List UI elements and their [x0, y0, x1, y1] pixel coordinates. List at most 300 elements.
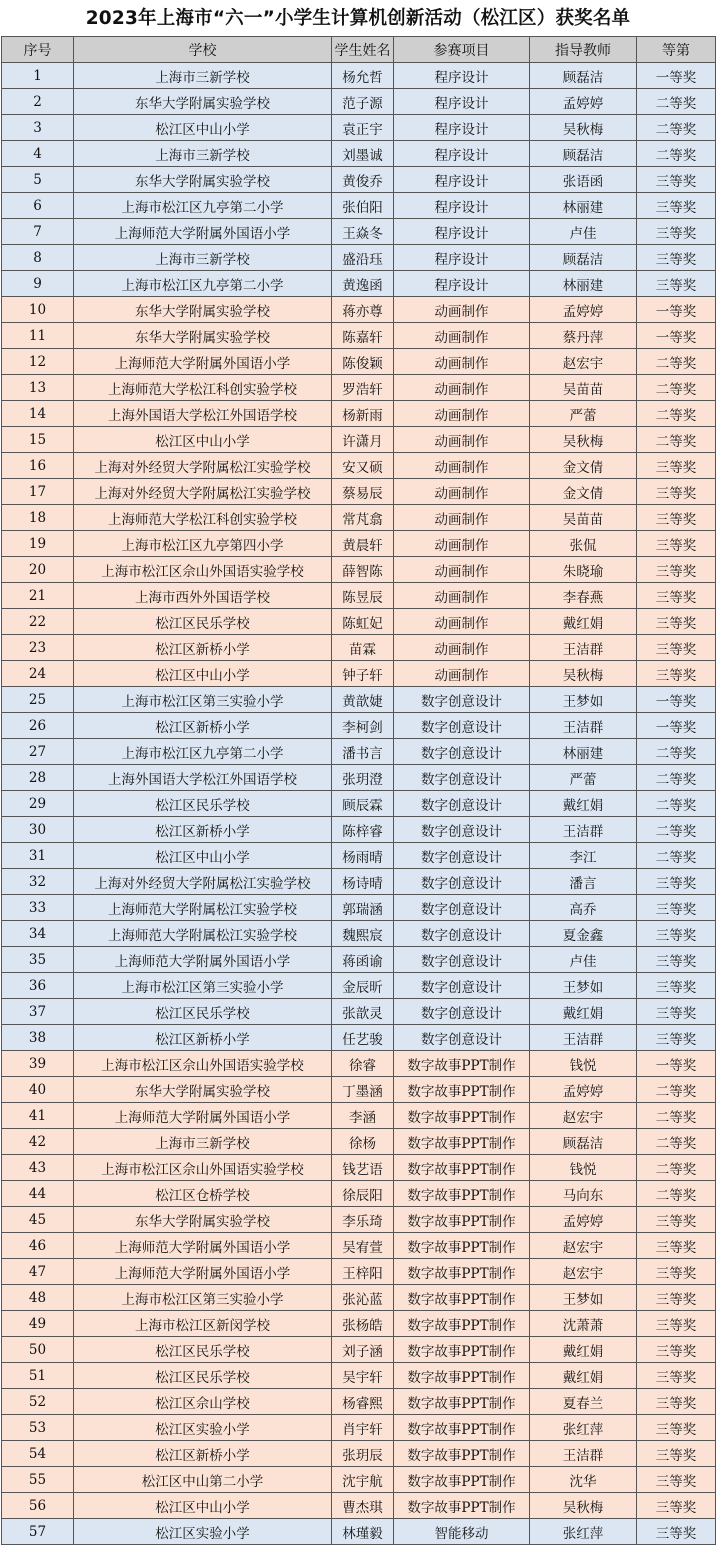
- cell-school: 松江区新桥小学: [74, 713, 332, 739]
- cell-award: 一等奖: [637, 323, 716, 349]
- cell-project: 数字故事PPT制作: [394, 1077, 530, 1103]
- cell-project: 程序设计: [394, 89, 530, 115]
- cell-teacher: 李江: [530, 843, 637, 869]
- cell-index: 54: [2, 1441, 74, 1467]
- cell-school: 松江区中山小学: [74, 427, 332, 453]
- cell-teacher: 王洁群: [530, 1441, 637, 1467]
- cell-school: 上海师范大学附属外国语小学: [74, 219, 332, 245]
- cell-project: 程序设计: [394, 219, 530, 245]
- cell-school: 上海市松江区九亭第二小学: [74, 271, 332, 297]
- header-index: 序号: [2, 37, 74, 63]
- cell-teacher: 高乔: [530, 895, 637, 921]
- cell-school: 上海市松江区九亭第二小学: [74, 739, 332, 765]
- cell-project: 数字故事PPT制作: [394, 1311, 530, 1337]
- cell-index: 6: [2, 193, 74, 219]
- cell-student: 徐辰阳: [332, 1181, 394, 1207]
- cell-school: 松江区中山小学: [74, 115, 332, 141]
- cell-student: 黄俊乔: [332, 167, 394, 193]
- cell-school: 上海市松江区九亭第四小学: [74, 531, 332, 557]
- table-row: [2, 479, 716, 505]
- cell-student: 魏熙宸: [332, 921, 394, 947]
- cell-student: 陈梓睿: [332, 817, 394, 843]
- cell-school: 上海市松江区佘山外国语实验学校: [74, 1155, 332, 1181]
- cell-project: 数字故事PPT制作: [394, 1051, 530, 1077]
- cell-award: 三等奖: [637, 661, 716, 687]
- cell-project: 数字故事PPT制作: [394, 1103, 530, 1129]
- cell-school: 东华大学附属实验学校: [74, 89, 332, 115]
- cell-project: 数字创意设计: [394, 869, 530, 895]
- table-row: [2, 245, 716, 271]
- table-row: [2, 167, 716, 193]
- cell-school: 上海师范大学附属外国语小学: [74, 1233, 332, 1259]
- cell-school: 松江区新桥小学: [74, 635, 332, 661]
- cell-project: 数字故事PPT制作: [394, 1441, 530, 1467]
- table-row: [2, 1181, 716, 1207]
- cell-project: 数字故事PPT制作: [394, 1337, 530, 1363]
- cell-award: 三等奖: [637, 271, 716, 297]
- cell-student: 罗浩轩: [332, 375, 394, 401]
- cell-teacher: 吴秋梅: [530, 1493, 637, 1519]
- cell-project: 数字故事PPT制作: [394, 1259, 530, 1285]
- table-row: [2, 1129, 716, 1155]
- cell-index: 46: [2, 1233, 74, 1259]
- cell-school: 上海市松江区第三实验小学: [74, 687, 332, 713]
- cell-project: 数字故事PPT制作: [394, 1129, 530, 1155]
- table-row: [2, 1467, 716, 1493]
- cell-student: 常芃翕: [332, 505, 394, 531]
- cell-index: 35: [2, 947, 74, 973]
- cell-teacher: 张红萍: [530, 1415, 637, 1441]
- cell-award: 三等奖: [637, 583, 716, 609]
- cell-student: 蔡易辰: [332, 479, 394, 505]
- cell-teacher: 王洁群: [530, 713, 637, 739]
- cell-teacher: 金文倩: [530, 479, 637, 505]
- cell-award: 三等奖: [637, 453, 716, 479]
- cell-award: 二等奖: [637, 115, 716, 141]
- table-row: [2, 1025, 716, 1051]
- cell-student: 金辰昕: [332, 973, 394, 999]
- cell-student: 任艺骏: [332, 1025, 394, 1051]
- cell-student: 陈虹妃: [332, 609, 394, 635]
- cell-project: 数字故事PPT制作: [394, 1233, 530, 1259]
- cell-student: 蒋函谕: [332, 947, 394, 973]
- cell-award: 一等奖: [637, 297, 716, 323]
- cell-school: 上海师范大学松江科创实验学校: [74, 375, 332, 401]
- cell-award: 二等奖: [637, 739, 716, 765]
- cell-index: 53: [2, 1415, 74, 1441]
- table-row: [2, 765, 716, 791]
- cell-teacher: 沈华: [530, 1467, 637, 1493]
- cell-school: 上海对外经贸大学附属松江实验学校: [74, 869, 332, 895]
- cell-award: 三等奖: [637, 167, 716, 193]
- table-row: [2, 1337, 716, 1363]
- cell-teacher: 戴红娟: [530, 1337, 637, 1363]
- cell-index: 24: [2, 661, 74, 687]
- cell-student: 徐杨: [332, 1129, 394, 1155]
- table-row: [2, 947, 716, 973]
- cell-project: 数字创意设计: [394, 817, 530, 843]
- cell-index: 55: [2, 1467, 74, 1493]
- cell-project: 数字故事PPT制作: [394, 1389, 530, 1415]
- cell-school: 上海师范大学附属外国语小学: [74, 349, 332, 375]
- cell-school: 松江区新桥小学: [74, 1441, 332, 1467]
- cell-project: 程序设计: [394, 63, 530, 89]
- table-row: [2, 583, 716, 609]
- cell-index: 26: [2, 713, 74, 739]
- cell-student: 刘墨诚: [332, 141, 394, 167]
- cell-teacher: 赵宏宇: [530, 349, 637, 375]
- cell-index: 18: [2, 505, 74, 531]
- table-row: [2, 89, 716, 115]
- cell-index: 22: [2, 609, 74, 635]
- table-row: [2, 609, 716, 635]
- cell-index: 52: [2, 1389, 74, 1415]
- cell-teacher: 张红萍: [530, 1519, 637, 1545]
- table-row: [2, 1259, 716, 1285]
- cell-award: 一等奖: [637, 1051, 716, 1077]
- table-row: [2, 791, 716, 817]
- cell-school: 松江区佘山学校: [74, 1389, 332, 1415]
- cell-school: 松江区新桥小学: [74, 1025, 332, 1051]
- cell-school: 上海师范大学附属外国语小学: [74, 947, 332, 973]
- cell-teacher: 戴红娟: [530, 609, 637, 635]
- cell-student: 安又硕: [332, 453, 394, 479]
- cell-award: 二等奖: [637, 141, 716, 167]
- cell-school: 东华大学附属实验学校: [74, 1077, 332, 1103]
- cell-index: 25: [2, 687, 74, 713]
- cell-index: 13: [2, 375, 74, 401]
- cell-student: 张玥辰: [332, 1441, 394, 1467]
- cell-teacher: 钱悦: [530, 1051, 637, 1077]
- cell-school: 松江区实验小学: [74, 1415, 332, 1441]
- cell-student: 盛沿珏: [332, 245, 394, 271]
- cell-award: 三等奖: [637, 245, 716, 271]
- cell-teacher: 顾磊洁: [530, 245, 637, 271]
- table-row: [2, 427, 716, 453]
- header-teacher: 指导教师: [530, 37, 637, 63]
- cell-student: 李涵: [332, 1103, 394, 1129]
- cell-teacher: 潘言: [530, 869, 637, 895]
- cell-award: 三等奖: [637, 219, 716, 245]
- cell-award: 二等奖: [637, 349, 716, 375]
- cell-teacher: 卢佳: [530, 947, 637, 973]
- cell-teacher: 严蕾: [530, 765, 637, 791]
- cell-student: 吴宥萱: [332, 1233, 394, 1259]
- cell-index: 49: [2, 1311, 74, 1337]
- cell-project: 动画制作: [394, 505, 530, 531]
- cell-teacher: 王洁群: [530, 635, 637, 661]
- cell-student: 潘书言: [332, 739, 394, 765]
- cell-teacher: 马向东: [530, 1181, 637, 1207]
- cell-award: 一等奖: [637, 687, 716, 713]
- cell-school: 上海市松江区佘山外国语实验学校: [74, 1051, 332, 1077]
- cell-award: 一等奖: [637, 713, 716, 739]
- cell-project: 数字故事PPT制作: [394, 1493, 530, 1519]
- cell-school: 上海市松江区九亭第二小学: [74, 193, 332, 219]
- cell-index: 33: [2, 895, 74, 921]
- cell-index: 20: [2, 557, 74, 583]
- cell-award: 三等奖: [637, 947, 716, 973]
- cell-award: 三等奖: [637, 1389, 716, 1415]
- table-row: [2, 1311, 716, 1337]
- table-row: [2, 453, 716, 479]
- cell-award: 三等奖: [637, 869, 716, 895]
- cell-student: 许潇月: [332, 427, 394, 453]
- cell-teacher: 夏春兰: [530, 1389, 637, 1415]
- cell-index: 15: [2, 427, 74, 453]
- cell-school: 上海师范大学附属松江实验学校: [74, 921, 332, 947]
- cell-student: 陈嘉轩: [332, 323, 394, 349]
- table-row: [2, 817, 716, 843]
- cell-index: 37: [2, 999, 74, 1025]
- cell-award: 三等奖: [637, 1285, 716, 1311]
- cell-award: 二等奖: [637, 765, 716, 791]
- cell-award: 三等奖: [637, 1467, 716, 1493]
- cell-teacher: 李春燕: [530, 583, 637, 609]
- cell-award: 二等奖: [637, 1129, 716, 1155]
- cell-award: 二等奖: [637, 1181, 716, 1207]
- cell-teacher: 戴红娟: [530, 1363, 637, 1389]
- cell-school: 上海师范大学附属松江实验学校: [74, 895, 332, 921]
- cell-student: 王梓阳: [332, 1259, 394, 1285]
- cell-school: 松江区中山第二小学: [74, 1467, 332, 1493]
- cell-award: 三等奖: [637, 193, 716, 219]
- cell-project: 动画制作: [394, 349, 530, 375]
- cell-award: 三等奖: [637, 479, 716, 505]
- cell-student: 杨睿熙: [332, 1389, 394, 1415]
- cell-teacher: 王梦如: [530, 973, 637, 999]
- cell-student: 吴宇轩: [332, 1363, 394, 1389]
- cell-index: 4: [2, 141, 74, 167]
- cell-award: 三等奖: [637, 1025, 716, 1051]
- cell-teacher: 吴秋梅: [530, 427, 637, 453]
- table-row: [2, 869, 716, 895]
- cell-student: 张玥澄: [332, 765, 394, 791]
- cell-student: 陈昱辰: [332, 583, 394, 609]
- cell-student: 范子源: [332, 89, 394, 115]
- cell-award: 二等奖: [637, 375, 716, 401]
- cell-school: 上海外国语大学松江外国语学校: [74, 765, 332, 791]
- cell-teacher: 王梦如: [530, 1285, 637, 1311]
- cell-school: 东华大学附属实验学校: [74, 1207, 332, 1233]
- table-row: [2, 1441, 716, 1467]
- cell-student: 郭瑞涵: [332, 895, 394, 921]
- table-row: [2, 1519, 716, 1545]
- cell-school: 松江区中山小学: [74, 1493, 332, 1519]
- table-row: [2, 297, 716, 323]
- cell-index: 12: [2, 349, 74, 375]
- cell-project: 程序设计: [394, 167, 530, 193]
- cell-project: 数字创意设计: [394, 739, 530, 765]
- cell-index: 36: [2, 973, 74, 999]
- table-body: [2, 63, 716, 1545]
- cell-student: 黄歆婕: [332, 687, 394, 713]
- cell-project: 程序设计: [394, 141, 530, 167]
- cell-project: 数字故事PPT制作: [394, 1467, 530, 1493]
- cell-student: 蒋亦尊: [332, 297, 394, 323]
- cell-index: 29: [2, 791, 74, 817]
- cell-award: 三等奖: [637, 1519, 716, 1545]
- cell-teacher: 张侃: [530, 531, 637, 557]
- cell-teacher: 赵宏宇: [530, 1259, 637, 1285]
- cell-student: 苗霖: [332, 635, 394, 661]
- cell-school: 上海市三新学校: [74, 63, 332, 89]
- cell-student: 黄晨轩: [332, 531, 394, 557]
- cell-student: 陈俊颖: [332, 349, 394, 375]
- cell-index: 45: [2, 1207, 74, 1233]
- cell-teacher: 孟婷婷: [530, 89, 637, 115]
- cell-school: 上海对外经贸大学附属松江实验学校: [74, 479, 332, 505]
- cell-teacher: 吴苗苗: [530, 505, 637, 531]
- table-row: [2, 687, 716, 713]
- table-row: [2, 557, 716, 583]
- cell-teacher: 戴红娟: [530, 791, 637, 817]
- cell-project: 动画制作: [394, 427, 530, 453]
- cell-index: 16: [2, 453, 74, 479]
- cell-school: 松江区民乐学校: [74, 1363, 332, 1389]
- cell-project: 程序设计: [394, 115, 530, 141]
- cell-teacher: 严蕾: [530, 401, 637, 427]
- cell-school: 松江区新桥小学: [74, 817, 332, 843]
- cell-index: 8: [2, 245, 74, 271]
- cell-award: 二等奖: [637, 791, 716, 817]
- cell-student: 沈宇航: [332, 1467, 394, 1493]
- cell-project: 动画制作: [394, 531, 530, 557]
- cell-project: 动画制作: [394, 479, 530, 505]
- table-row: [2, 505, 716, 531]
- table-row: [2, 1415, 716, 1441]
- cell-award: 三等奖: [637, 531, 716, 557]
- cell-student: 徐睿: [332, 1051, 394, 1077]
- cell-index: 42: [2, 1129, 74, 1155]
- cell-student: 李乐琦: [332, 1207, 394, 1233]
- cell-project: 动画制作: [394, 609, 530, 635]
- cell-teacher: 朱晓瑜: [530, 557, 637, 583]
- cell-index: 31: [2, 843, 74, 869]
- cell-student: 顾辰霖: [332, 791, 394, 817]
- cell-award: 三等奖: [637, 1207, 716, 1233]
- cell-school: 上海对外经贸大学附属松江实验学校: [74, 453, 332, 479]
- cell-index: 19: [2, 531, 74, 557]
- table-row: [2, 999, 716, 1025]
- cell-index: 48: [2, 1285, 74, 1311]
- award-table: [1, 36, 716, 1545]
- cell-project: 程序设计: [394, 271, 530, 297]
- cell-index: 51: [2, 1363, 74, 1389]
- cell-student: 杨新雨: [332, 401, 394, 427]
- table-row: [2, 739, 716, 765]
- cell-index: 21: [2, 583, 74, 609]
- cell-award: 三等奖: [637, 1311, 716, 1337]
- cell-school: 松江区民乐学校: [74, 999, 332, 1025]
- cell-index: 2: [2, 89, 74, 115]
- table-row: [2, 1233, 716, 1259]
- cell-index: 9: [2, 271, 74, 297]
- header-project: 参赛项目: [394, 37, 530, 63]
- cell-index: 5: [2, 167, 74, 193]
- cell-student: 丁墨涵: [332, 1077, 394, 1103]
- cell-index: 57: [2, 1519, 74, 1545]
- cell-student: 李柯剑: [332, 713, 394, 739]
- cell-teacher: 王洁群: [530, 1025, 637, 1051]
- cell-project: 动画制作: [394, 661, 530, 687]
- cell-award: 三等奖: [637, 895, 716, 921]
- cell-index: 34: [2, 921, 74, 947]
- table-row: [2, 1103, 716, 1129]
- cell-index: 17: [2, 479, 74, 505]
- cell-school: 上海市三新学校: [74, 245, 332, 271]
- cell-student: 张沁蓝: [332, 1285, 394, 1311]
- table-row: [2, 141, 716, 167]
- cell-school: 东华大学附属实验学校: [74, 323, 332, 349]
- cell-teacher: 夏金鑫: [530, 921, 637, 947]
- cell-teacher: 沈萧萧: [530, 1311, 637, 1337]
- cell-project: 动画制作: [394, 583, 530, 609]
- cell-school: 松江区仓桥学校: [74, 1181, 332, 1207]
- cell-school: 上海市松江区第三实验小学: [74, 973, 332, 999]
- table-row: [2, 323, 716, 349]
- cell-student: 王焱冬: [332, 219, 394, 245]
- header-award: 等第: [637, 37, 716, 63]
- cell-school: 上海市松江区新闵学校: [74, 1311, 332, 1337]
- cell-teacher: 吴苗苗: [530, 375, 637, 401]
- cell-project: 程序设计: [394, 245, 530, 271]
- cell-award: 二等奖: [637, 843, 716, 869]
- cell-award: 二等奖: [637, 817, 716, 843]
- cell-student: 刘子涵: [332, 1337, 394, 1363]
- table-row: [2, 63, 716, 89]
- cell-project: 数字创意设计: [394, 765, 530, 791]
- cell-school: 上海市三新学校: [74, 141, 332, 167]
- cell-school: 松江区民乐学校: [74, 609, 332, 635]
- cell-teacher: 吴秋梅: [530, 115, 637, 141]
- cell-project: 数字创意设计: [394, 687, 530, 713]
- cell-index: 43: [2, 1155, 74, 1181]
- cell-award: 三等奖: [637, 1441, 716, 1467]
- cell-teacher: 戴红娟: [530, 999, 637, 1025]
- cell-school: 上海市松江区佘山外国语实验学校: [74, 557, 332, 583]
- cell-index: 41: [2, 1103, 74, 1129]
- cell-award: 三等奖: [637, 609, 716, 635]
- cell-school: 松江区中山小学: [74, 843, 332, 869]
- cell-student: 张伯阳: [332, 193, 394, 219]
- cell-index: 38: [2, 1025, 74, 1051]
- cell-teacher: 王洁群: [530, 817, 637, 843]
- page-title: 2023年上海市“六一”小学生计算机创新活动（松江区）获奖名单: [85, 8, 631, 29]
- cell-teacher: 金文倩: [530, 453, 637, 479]
- cell-teacher: 王梦如: [530, 687, 637, 713]
- cell-index: 47: [2, 1259, 74, 1285]
- cell-award: 二等奖: [637, 1077, 716, 1103]
- table-row: [2, 1207, 716, 1233]
- cell-index: 44: [2, 1181, 74, 1207]
- cell-student: 杨允哲: [332, 63, 394, 89]
- cell-award: 二等奖: [637, 427, 716, 453]
- cell-project: 动画制作: [394, 557, 530, 583]
- cell-project: 动画制作: [394, 635, 530, 661]
- table-row: [2, 271, 716, 297]
- table-row: [2, 193, 716, 219]
- cell-teacher: 孟婷婷: [530, 1207, 637, 1233]
- cell-index: 27: [2, 739, 74, 765]
- cell-award: 二等奖: [637, 401, 716, 427]
- table-row: [2, 635, 716, 661]
- cell-project: 数字创意设计: [394, 947, 530, 973]
- cell-index: 23: [2, 635, 74, 661]
- cell-project: 动画制作: [394, 375, 530, 401]
- cell-student: 张歆灵: [332, 999, 394, 1025]
- table-row: [2, 713, 716, 739]
